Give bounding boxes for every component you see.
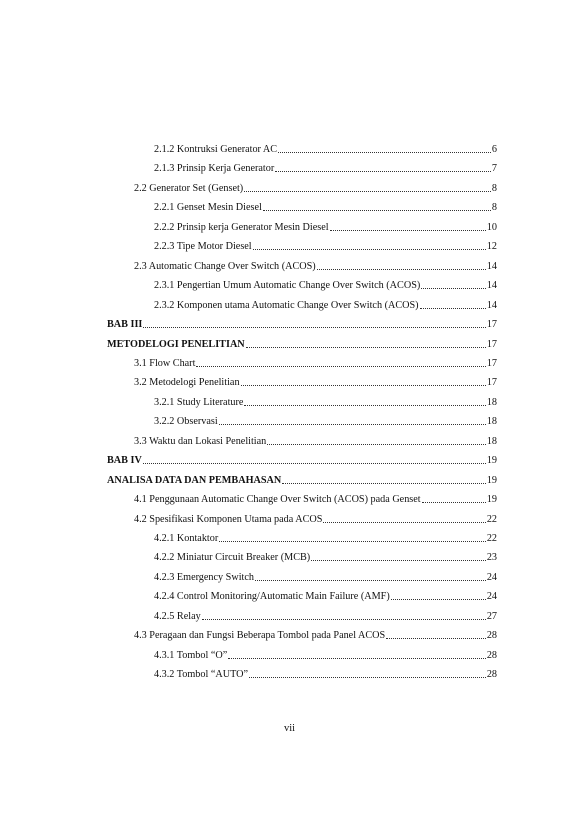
dot-leader [219, 540, 486, 542]
toc-entry-title: 4.2 Spesifikasi Komponen Utama pada ACOS [134, 513, 323, 525]
toc-entry [154, 160, 497, 175]
toc-entry-page: 17 [486, 377, 497, 389]
toc-entry-page: 22 [486, 533, 497, 544]
dot-leader [241, 384, 486, 386]
toc-entry [154, 666, 497, 681]
toc-entry-title: 3.1 Flow Chart [134, 357, 196, 369]
toc-entry-title: BAB III [107, 319, 143, 331]
toc-entry-title: 2.1.3 Prinsip Kerja Generator [154, 163, 275, 175]
dot-leader [323, 521, 485, 523]
toc-entry-page: 7 [491, 163, 497, 175]
toc-entry [154, 569, 497, 584]
toc-entry [154, 238, 497, 253]
toc-entry-page: 28 [486, 630, 497, 642]
toc-entry-title: 4.2.2 Miniatur Circuit Breaker (MCB) [154, 552, 311, 564]
toc-entry [134, 627, 497, 642]
toc-entry [107, 472, 497, 487]
toc-entry-title: 2.2 Generator Set (Genset) [134, 182, 244, 194]
toc-entry [134, 433, 497, 448]
dot-leader [267, 443, 486, 445]
dot-leader [263, 209, 491, 211]
toc-entry-title: 4.3.2 Tombol “AUTO” [154, 669, 248, 681]
dot-leader [317, 268, 486, 270]
dot-leader [143, 462, 486, 464]
toc-entry-page: 18 [486, 435, 497, 447]
dot-leader [219, 423, 486, 425]
toc-entry-page: 28 [486, 649, 497, 661]
toc-entry [154, 199, 497, 214]
toc-entry-title: 2.2.2 Prinsip kerja Generator Mesin Diesel [154, 221, 329, 233]
toc-entry-title: 3.2.1 Study Literature [154, 396, 244, 408]
toc-entry [134, 258, 497, 273]
toc-entry-title: 3.2 Metodelogi Penelitian [134, 377, 240, 389]
dot-leader [244, 190, 491, 192]
toc-entry-page: 8 [491, 182, 497, 194]
dot-leader [282, 482, 486, 484]
toc-entry-page: 18 [486, 416, 497, 428]
toc-entry-title: BAB IV [107, 455, 142, 467]
toc-entry [154, 394, 497, 409]
toc-entry-page: 27 [486, 610, 497, 622]
toc-entry-page: 18 [486, 396, 497, 408]
toc-entry [107, 452, 497, 467]
toc-entry-page: 22 [486, 513, 497, 525]
dot-leader [311, 559, 486, 561]
dot-leader [422, 501, 486, 503]
toc-entry-page: 19 [486, 455, 497, 467]
dot-leader [143, 326, 485, 328]
toc-entry-title: METODELOGI PENELITIAN [107, 338, 245, 350]
toc-entry-title: 4.3 Peragaan dan Fungsi Beberapa Tombol pada Panel ACOS [134, 630, 386, 642]
dot-leader [196, 365, 485, 367]
toc-entry-page: 28 [486, 669, 497, 681]
toc-entry-page: 23 [486, 552, 497, 564]
dot-leader [228, 657, 486, 659]
toc-entry [154, 297, 497, 312]
toc-entry-page: 17 [486, 357, 497, 369]
dot-leader [246, 346, 486, 348]
toc-entry-title: 2.3.2 Komponen utama Automatic Change Over Switch (ACOS) [154, 299, 419, 311]
toc-entry-title: 2.1.2 Kontruksi Generator AC [154, 144, 278, 155]
toc-entry-title: 2.3 Automatic Change Over Switch (ACOS) [134, 260, 316, 272]
page-number: vii [283, 723, 296, 734]
dot-leader [420, 307, 486, 309]
dot-leader [249, 676, 486, 678]
toc-entry-title: 2.2.3 Tipe Motor Diesel [154, 241, 252, 253]
toc-entry-title: 2.2.1 Genset Mesin Diesel [154, 202, 262, 214]
dot-leader [330, 229, 486, 231]
dot-leader [275, 170, 491, 172]
toc-entry-title: 4.2.4 Control Monitoring/Automatic Main Failure (AMF) [154, 591, 390, 603]
toc-entry [107, 336, 497, 351]
toc-entry [154, 219, 497, 234]
toc-entry-page: 12 [486, 241, 497, 253]
toc-entry [154, 608, 497, 623]
toc-entry-title: 4.2.3 Emergency Switch [154, 571, 254, 583]
toc-entry [134, 180, 497, 195]
toc-entry-title: 3.2.2 Observasi [154, 416, 218, 428]
toc-entry [134, 374, 497, 389]
toc-entry-page: 17 [486, 319, 497, 331]
toc-entry [154, 141, 497, 156]
dot-leader [391, 598, 486, 600]
toc-entry-page: 8 [491, 202, 497, 214]
toc-entry [154, 530, 497, 545]
toc-entry-title: 4.1 Penggunaan Automatic Change Over Switch (ACOS) pada Genset [134, 494, 421, 506]
dot-leader [255, 579, 486, 581]
dot-leader [421, 287, 486, 289]
toc-entry [154, 647, 497, 662]
toc-entry-page: 10 [486, 221, 497, 233]
toc-entry-page: 14 [486, 260, 497, 272]
toc-entry [134, 511, 497, 526]
toc-entry-page: 19 [486, 494, 497, 506]
toc-entry-title: 2.3.1 Pengertian Umum Automatic Change Over Switch (ACOS) [154, 280, 421, 292]
toc-entry [154, 277, 497, 292]
toc-entry [134, 491, 497, 506]
dot-leader [202, 618, 486, 620]
toc-entry-page: 19 [486, 474, 497, 486]
toc-entry-page: 17 [486, 338, 497, 350]
toc-entry [107, 316, 497, 331]
toc-entry-title: 3.3 Waktu dan Lokasi Penelitian [134, 435, 267, 447]
toc-entry-page: 14 [486, 299, 497, 311]
toc-entry [154, 588, 497, 603]
toc-entry-page: 24 [486, 591, 497, 603]
toc-entry-page: 14 [486, 280, 497, 292]
toc-entry-page: 6 [491, 144, 497, 155]
toc-entry-title: 4.2.5 Relay [154, 610, 201, 622]
toc-entry [134, 355, 497, 370]
dot-leader [244, 404, 485, 406]
toc-entry-title: 4.3.1 Tombol “O” [154, 649, 228, 661]
dot-leader [253, 248, 486, 250]
toc-entry [154, 413, 497, 428]
toc-entry [154, 549, 497, 564]
toc-entry-page: 24 [486, 571, 497, 583]
dot-leader [278, 151, 491, 153]
dot-leader [386, 637, 486, 639]
toc-entry-title: ANALISA DATA DAN PEMBAHASAN [107, 474, 282, 486]
toc-entry-title: 4.2.1 Kontaktor [154, 533, 219, 544]
